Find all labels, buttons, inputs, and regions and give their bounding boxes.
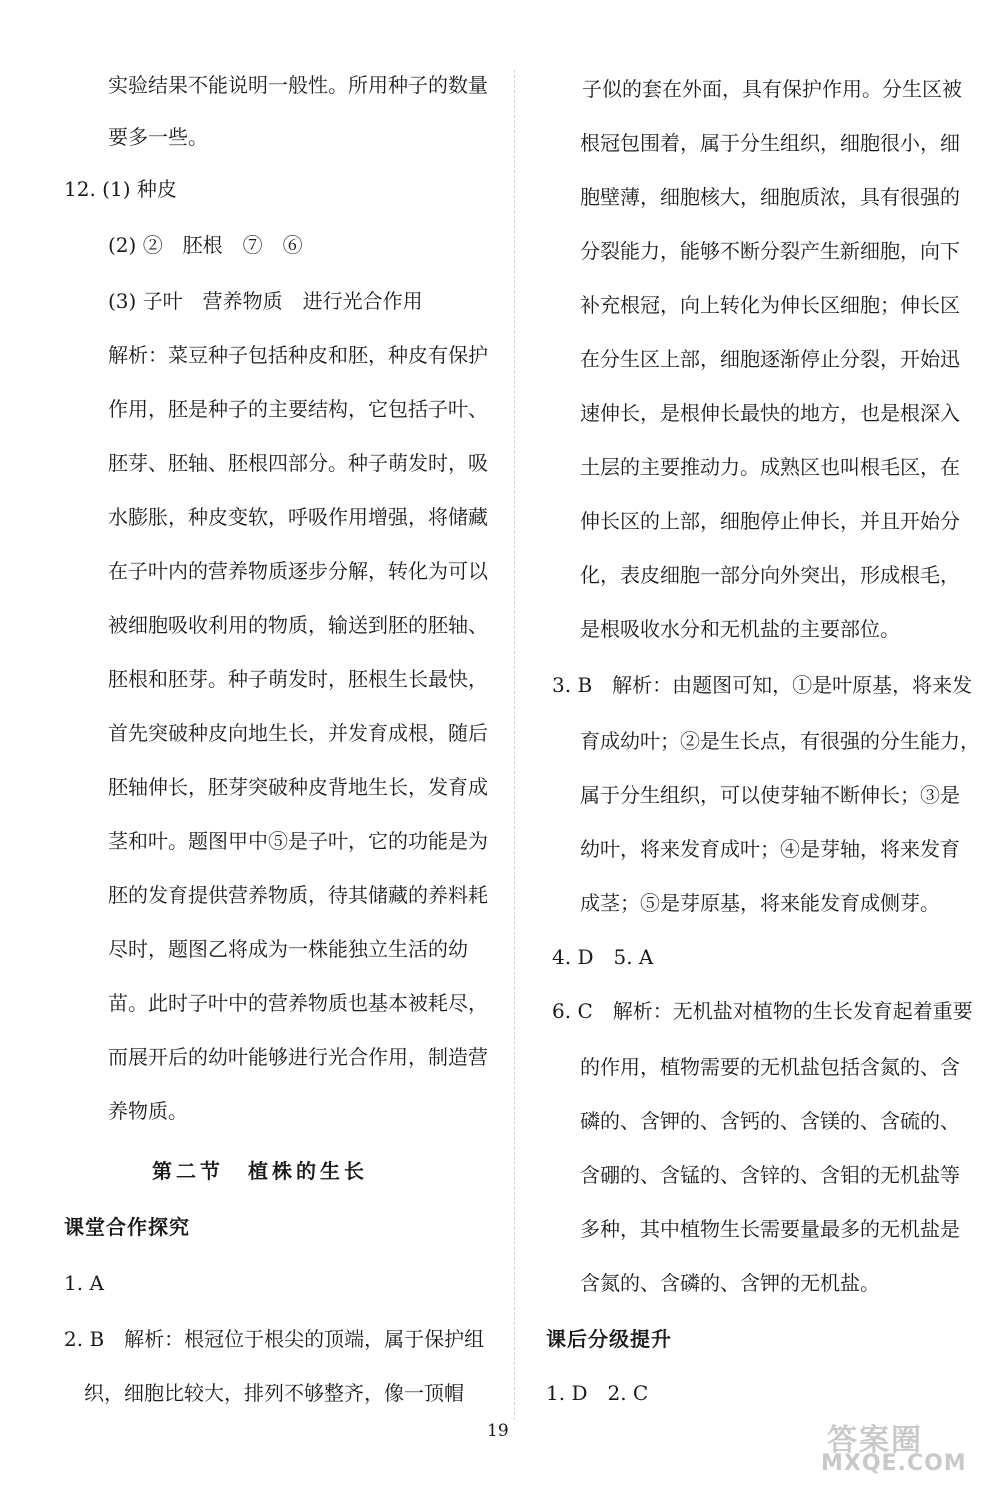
watermark-text-top: 答案圈	[827, 1423, 923, 1458]
text-line: 被细胞吸收利用的物质，输送到胚的胚轴、	[108, 613, 488, 637]
text-line: 首先突破种皮向地生长，并发育成根，随后	[108, 721, 488, 745]
text-line: 伸长区的上部，细胞停止伸长，并且开始分	[580, 509, 960, 533]
text-line: 在分生区上部，细胞逐渐停止分裂，开始迅	[580, 347, 960, 371]
answer-line: 4. D 5. A	[552, 945, 654, 969]
text-line: 属于分生组织，可以使芽轴不断伸长；③是	[580, 783, 960, 807]
column-divider	[514, 70, 515, 1420]
text-line: 含氮的、含磷的、含钾的无机盐。	[580, 1271, 880, 1295]
text-line: 要多一些。	[108, 125, 208, 149]
text-line: 分裂能力，能够不断分裂产生新细胞，向下	[580, 239, 960, 263]
text-line: 是根吸收水分和无机盐的主要部位。	[580, 617, 900, 641]
text-line: 实验结果不能说明一般性。所用种子的数量	[108, 73, 488, 97]
text-line: 含硼的、含锰的、含锌的、含钼的无机盐等	[580, 1163, 960, 1187]
text-line: 子似的套在外面，具有保护作用。分生区被	[582, 77, 962, 101]
text-line: 胚根和胚芽。种子萌发时，胚根生长最快，	[108, 667, 488, 691]
answer-line: 12. (1) 种皮	[64, 177, 177, 201]
text-line: 织，细胞比较大，排列不够整齐，像一顶帽	[84, 1381, 464, 1405]
text-line: 胚芽、胚轴、胚根四部分。种子萌发时，吸	[108, 451, 488, 475]
text-line: 育成幼叶；②是生长点，有很强的分生能力，	[580, 729, 980, 753]
text-line: 胚的发育提供营养物质，待其储藏的养料耗	[108, 883, 488, 907]
subsection-heading: 课堂合作探究	[64, 1215, 190, 1239]
text-line: 茎和叶。题图甲中⑤是子叶，它的功能是为	[108, 829, 488, 853]
answer-line: (2) ② 胚根 ⑦ ⑥	[108, 233, 303, 257]
section-title: 第二节 植株的生长	[152, 1159, 368, 1183]
text-line: 速伸长，是根伸长最快的地方，也是根深入	[580, 401, 960, 425]
analysis-line: 解析：菜豆种子包括种皮和胚，种皮有保护	[108, 343, 488, 367]
text-line: 成茎；⑤是芽原基，将来能发育成侧芽。	[580, 891, 940, 915]
page-number: 19	[487, 1421, 509, 1441]
text-line: 磷的、含钾的、含钙的、含镁的、含硫的、	[580, 1109, 960, 1133]
answer-line: 3. B 解析：由题图可知，①是叶原基，将来发	[552, 673, 973, 697]
answer-line: 6. C 解析：无机盐对植物的生长发育起着重要	[552, 999, 973, 1023]
text-line: 土层的主要推动力。成熟区也叫根毛区，在	[580, 455, 960, 479]
text-line: 作用，胚是种子的主要结构，它包括子叶、	[108, 397, 488, 421]
text-line: 根冠包围着，属于分生组织，细胞很小，细	[580, 131, 960, 155]
answer-line: 2. B 解析：根冠位于根尖的顶端，属于保护组	[64, 1327, 485, 1351]
text-line: 补充根冠，向上转化为伸长区细胞；伸长区	[580, 293, 960, 317]
text-line: 而展开后的幼叶能够进行光合作用，制造营	[108, 1045, 488, 1069]
text-line: 胚轴伸长，胚芽突破种皮背地生长，发育成	[108, 775, 488, 799]
text-line: 多种，其中植物生长需要量最多的无机盐是	[580, 1217, 960, 1241]
subsection-heading: 课后分级提升	[546, 1327, 672, 1351]
watermark-logo	[815, 1415, 995, 1481]
text-line: 在子叶内的营养物质逐步分解，转化为可以	[108, 559, 488, 583]
answer-line: 1. D 2. C	[546, 1381, 649, 1405]
text-line: 养物质。	[108, 1099, 188, 1123]
text-line: 胞壁薄，细胞核大，细胞质浓，具有很强的	[580, 185, 960, 209]
answer-line: 1. A	[64, 1271, 104, 1295]
text-line: 的作用，植物需要的无机盐包括含氮的、含	[580, 1055, 960, 1079]
answer-line: (3) 子叶 营养物质 进行光合作用	[108, 289, 423, 313]
text-line: 尽时，题图乙将成为一株能独立生活的幼	[108, 937, 468, 961]
watermark-text-bottom: MXQE.COM	[821, 1451, 967, 1476]
text-line: 苗。此时子叶中的营养物质也基本被耗尽，	[108, 991, 488, 1015]
text-line: 化，表皮细胞一部分向外突出，形成根毛，	[580, 563, 960, 587]
text-line: 水膨胀，种皮变软，呼吸作用增强，将储藏	[108, 505, 488, 529]
text-line: 幼叶，将来发育成叶；④是芽轴，将来发育	[580, 837, 960, 861]
